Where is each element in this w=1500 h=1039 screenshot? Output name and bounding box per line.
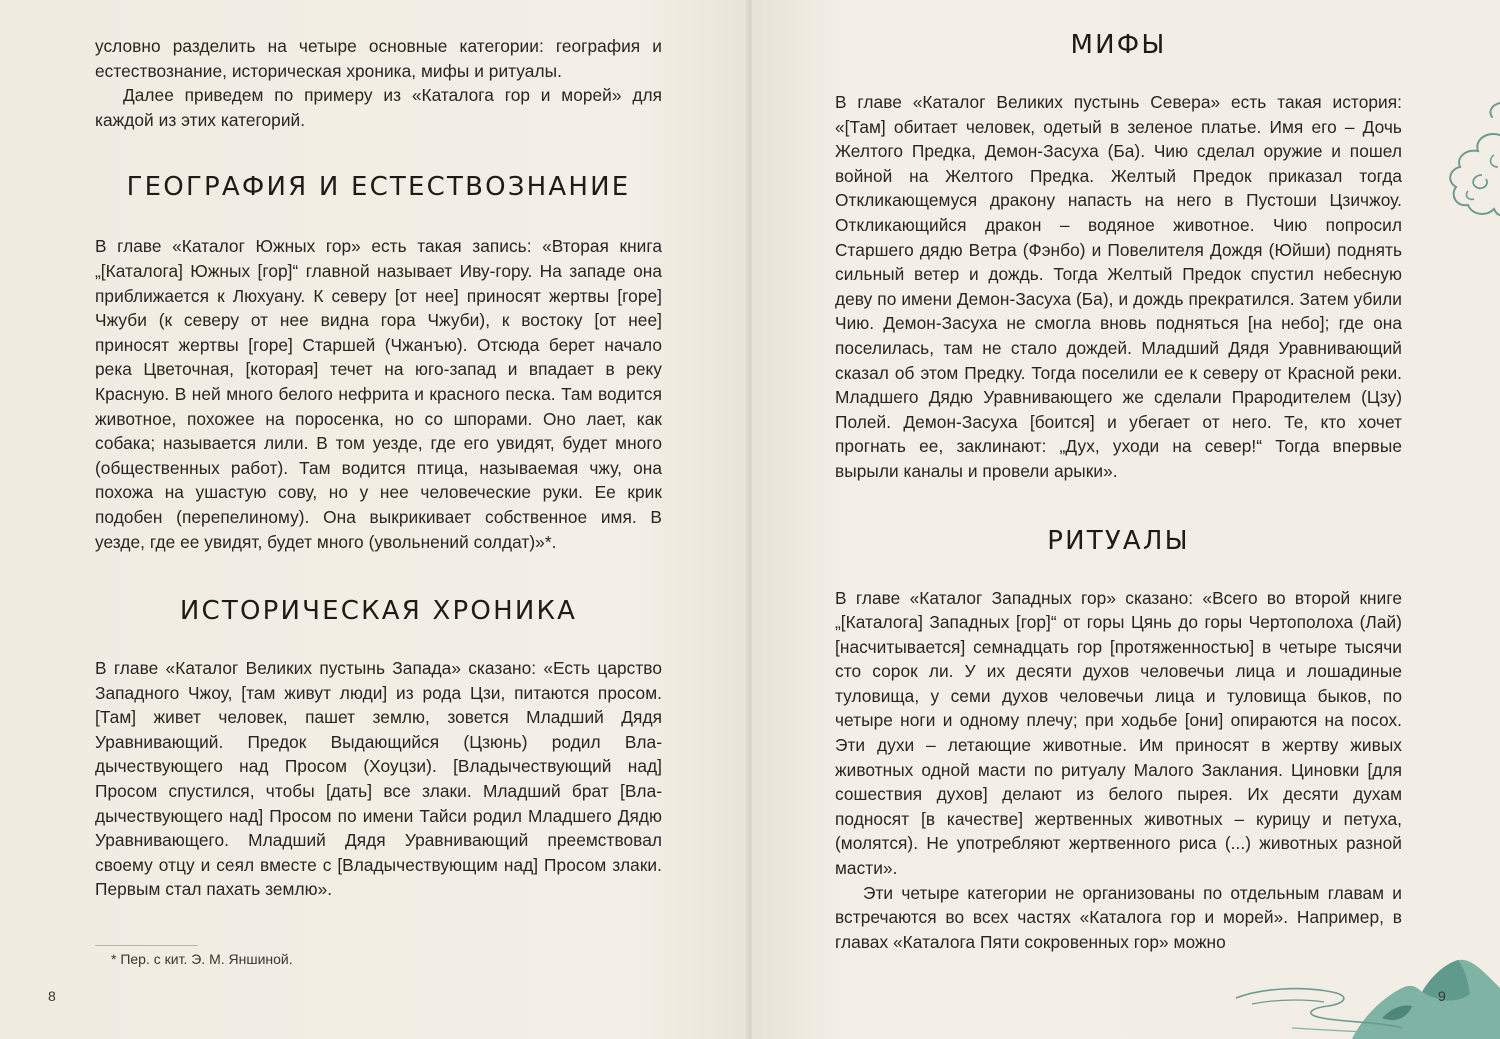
- page-number-right: 9: [1438, 988, 1446, 1004]
- rituals-heading: РИТУАЛЫ: [1047, 525, 1190, 556]
- left-column: [95, 34, 662, 902]
- right-page: [752, 0, 1500, 1039]
- intro-paragraph-2: Далее приведем по примеру из «Каталога гор и морей» для каждой из этих категорий.: [95, 85, 662, 130]
- page-number-left: 8: [48, 988, 56, 1004]
- geography-paragraph: В главе «Каталог Южных гор» есть такая запись: «Вторая книга „[Каталога] Южных [гор]“ главной называет Иву-гору. На западе она приближается к Люхуану. К северу [от нее] приносят жертвы [горе] Чжуби (к северу от нее видна гора Чжуби), к востоку [от нее] приносят жертвы [горе] Старшей (Чжанъю). Отсюда берет начало река Цветочная, [которая] течет на юго-запад и впадает в реку Красную. В ней много белого нефрита и красного песка. Там водится животное, похожее на поросенка, но со шпорами. Оно лает, как собака; называется лили. В том уезде, где его увидят, будет много (общественных работ). Там водится птица, называемая чжу, она похожа на ушастую сову, но у нее человеческие руки. Ее крик подобен (перепелиному). Она выкрикивает собственное имя. В уезде, где ее увидят, будет много (увольнений солдат)»*.: [95, 236, 662, 552]
- mountain-landscape-icon: [1232, 958, 1500, 1039]
- closing-paragraph: Эти четыре категории не организованы по отдельным главам и встречаются во всех частях «Каталога гор и морей». Например, в главах «Каталога Пяти сокровенных гор» можно: [835, 882, 1402, 952]
- rituals-paragraph: В главе «Каталог Западных гор» сказано: «Всего во второй книге „[Каталога] Западных [гор]“ от горы Цянь до горы Чертополоха (Лай) [насчитывается] семнадцать гор [протяженностью] в четыре тысячи сто сорок ли. У их десяти духов человечьи лица и лошадиные туловища, у семи духов человечьи лица и туловища быков, по четыре ноги и одному плечу; при ходьбе [они] опираются на посох. Эти духи – летающие животные. Им приносят в жертву живых животных одной масти по ритуалу Малого Заклания. Циновки [для сошествия духов] делают из белого пырея. Их десяти духам подносят [в качестве] жертвенных животных – курицу и петуха, (молятся). Не употребляют жертвенного риса (...) животных разной масти».: [835, 587, 1402, 879]
- cloud-ornament-icon: [1422, 95, 1500, 235]
- history-paragraph: В главе «Каталог Великих пустынь Запада» сказано: «Есть царство Западного Чжоу, [там живут люди] из рода Цзи, питаются просом. [Там] живет человек, пашет землю, зовется Младший Дядя Уравнивающий. Предок Выдающийся (Цзюнь) родил Владычествующего над Просом (Хоуцзи). [Владычествующий над] Просом спустился, чтобы [дать] все злаки. Младший брат [Владычествующего над] Просом по имени Тайси родил Младшего Дядю Уравнивающего. Младший Дядя Уравнивающий преемствовал своему отцу и сеял вместе с [Владычествующим над] Просом злаки. Первым стал пахать землю».: [95, 658, 662, 900]
- intro-paragraph-1: условно разделить на четыре основные категории: география и естествознание, историческая хроника, мифы и ритуалы.: [95, 36, 662, 81]
- geography-heading: ГЕОГРАФИЯ И ЕСТЕСТВОЗНАНИЕ: [126, 172, 631, 203]
- myths-paragraph: В главе «Каталог Великих пустынь Севера» есть такая история: «[Там] обитает человек, одетый в зеленое платье. Имя его – Дочь Желтого Предка, Демон-Засуха (Ба). Чию сделал оружие и пошел войной на Желтого Предка. Желтый Предок приказал тогда Откликающемуся дракону напасть на него в Пустоши Цзичжоу. Откликающийся дракон – водяное животное. Чию попросил Старшего дядю Ветра (Фэнбо) и Повелителя Дождя (Юйши) поднять сильный ветер и дождь. Тогда Желтый Предок спустил небесную деву по имени Демон-Засуха (Ба), и дождь прекратился. Затем убили Чию. Демон-Засуха не смогла вновь подняться [на небо]; где она поселилась, там не стало дождей. Младший Дядя Уравнивающий сказал об этом Предку. Тогда поселили ее к северу от Красной реки. Младшего Дядю Уравнивающего же сделали Прародителем (Цзу) Полей. Демон-Засуха [боится] и убегает от него. Те, кто хочет прогнать ее, заклинают: „Дух, уходи на север!“ Тогда впервые вырыли каналы и провели арыки».: [835, 92, 1402, 481]
- right-column: [835, 30, 1402, 954]
- history-heading: ИСТОРИЧЕСКАЯ ХРОНИКА: [179, 596, 578, 627]
- left-page: [0, 0, 748, 1039]
- footnote: * Пер. с кит. Э. М. Яншиной.: [111, 951, 293, 967]
- myths-heading: МИФЫ: [1070, 30, 1167, 60]
- footnote-rule: [95, 945, 198, 946]
